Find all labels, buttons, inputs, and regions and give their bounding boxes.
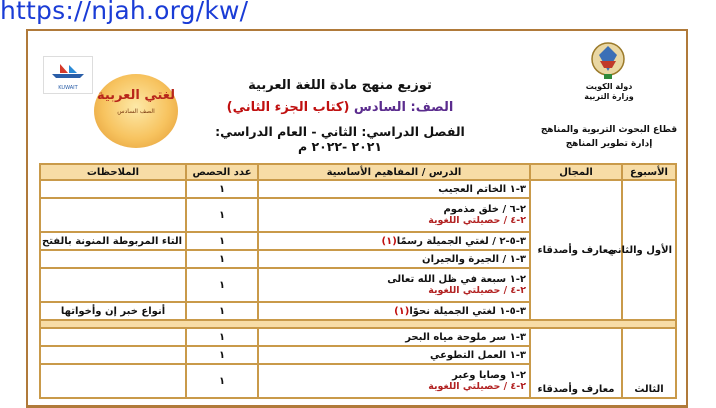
lesson-cell <box>258 346 530 364</box>
lesson-cell <box>258 250 530 268</box>
col-header-lesson: الدرس / المفاهيم الأساسية <box>258 164 530 180</box>
col-header-field: المجال <box>530 164 622 180</box>
note-cell <box>40 346 186 364</box>
lesson-subtext: ٢-٤ / حصيلتي اللغوية <box>428 215 526 226</box>
ministry-name: وزارة التربية <box>584 92 634 101</box>
grade-label: الصف: السادس <box>353 100 454 115</box>
lesson-text: ٢-١ وصايا وعبر <box>452 370 526 381</box>
lesson-cell <box>258 302 530 320</box>
count-cell: ١ <box>186 268 258 302</box>
lesson-cell <box>258 232 530 250</box>
country-name: دولة الكويت <box>585 82 633 91</box>
book-cover-title: لغتي العربية <box>96 88 176 103</box>
curriculum-table <box>39 163 677 399</box>
count-cell: ١ <box>186 232 258 250</box>
department-name: إدارة تطوير المناهج <box>565 139 653 149</box>
grade-line <box>200 100 480 115</box>
count-cell: ١ <box>186 328 258 346</box>
lesson-subtext: ٢-٤ / حصيلتي اللغوية <box>428 285 526 296</box>
ship-logo-icon <box>50 63 86 79</box>
lesson-text: ٢-٦ / خلق مذموم <box>443 204 526 215</box>
note-cell <box>40 268 186 302</box>
col-header-week: الأسبوع <box>622 164 676 180</box>
table-row <box>40 328 676 346</box>
source-url[interactable]: https://njah.org/kw/ <box>0 0 249 25</box>
lesson-text: ٣-١ العمل التطوعي <box>429 349 526 361</box>
note-cell: أنواع خبر إن وأخواتها <box>40 302 186 320</box>
lesson-cell <box>258 268 530 302</box>
note-cell <box>40 328 186 346</box>
document-title: توزيع منهج مادة اللغة العربية <box>248 78 432 93</box>
table-header-row <box>40 164 676 180</box>
note-cell <box>40 250 186 268</box>
lesson-cell <box>258 180 530 198</box>
kuwait-emblem-icon <box>590 41 626 81</box>
note-cell <box>40 180 186 198</box>
week-cell: الثالث <box>622 328 676 398</box>
curriculum-logo <box>43 56 93 94</box>
lesson-cell <box>258 328 530 346</box>
field-cell: معارف وأصدقاء <box>530 180 622 320</box>
lesson-text: ٢-١ سبعة في ظل الله تعالى <box>387 274 526 285</box>
note-cell <box>40 364 186 398</box>
col-header-notes: الملاحظات <box>40 164 186 180</box>
count-cell: ١ <box>186 302 258 320</box>
lesson-subtext: ٢-٤ / حصيلتي اللغوية <box>428 381 526 392</box>
book-cover-image <box>94 74 178 148</box>
book-cover-subtitle: الصف السادس <box>117 108 155 115</box>
lesson-text: ٣-١ سر ملوحة مياه البحر <box>405 331 526 343</box>
count-cell: ١ <box>186 364 258 398</box>
group-separator <box>40 320 676 328</box>
count-cell: ١ <box>186 346 258 364</box>
note-cell <box>40 198 186 232</box>
field-cell: معارف وأصدقاء <box>530 328 622 398</box>
lesson-text: ٣-٥-١ لغتي الجميلة نحوًا <box>409 305 526 317</box>
lesson-number: (١) <box>381 235 397 247</box>
count-cell: ١ <box>186 180 258 198</box>
lesson-cell <box>258 364 530 398</box>
note-cell: التاء المربوطة المنونة بالفتح <box>40 232 186 250</box>
lesson-text: ٣-١ الخاتم العجيب <box>438 183 526 195</box>
lesson-text: ٣-٥-٢ / لغتي الجميلة رسمًا <box>396 235 526 247</box>
lesson-number: (١) <box>394 305 410 317</box>
table-row <box>40 180 676 198</box>
book-part: (كتاب الجزء الثاني) <box>226 100 350 115</box>
sector-name: قطاع البحوث التربوية والمناهج <box>540 125 678 135</box>
lesson-cell <box>258 198 530 232</box>
week-cell: الأول والثاني <box>622 180 676 320</box>
logo-caption: KUWAIT <box>58 85 78 91</box>
col-header-count: عدد الحصص <box>186 164 258 180</box>
lesson-text: ٣-١ / الجيرة والجيران <box>422 253 526 265</box>
count-cell: ١ <box>186 198 258 232</box>
count-cell: ١ <box>186 250 258 268</box>
term-line: الفصل الدراسي: الثاني - العام الدراسي: ٢٠٢١ -٢٠٢٢ م <box>215 124 465 154</box>
